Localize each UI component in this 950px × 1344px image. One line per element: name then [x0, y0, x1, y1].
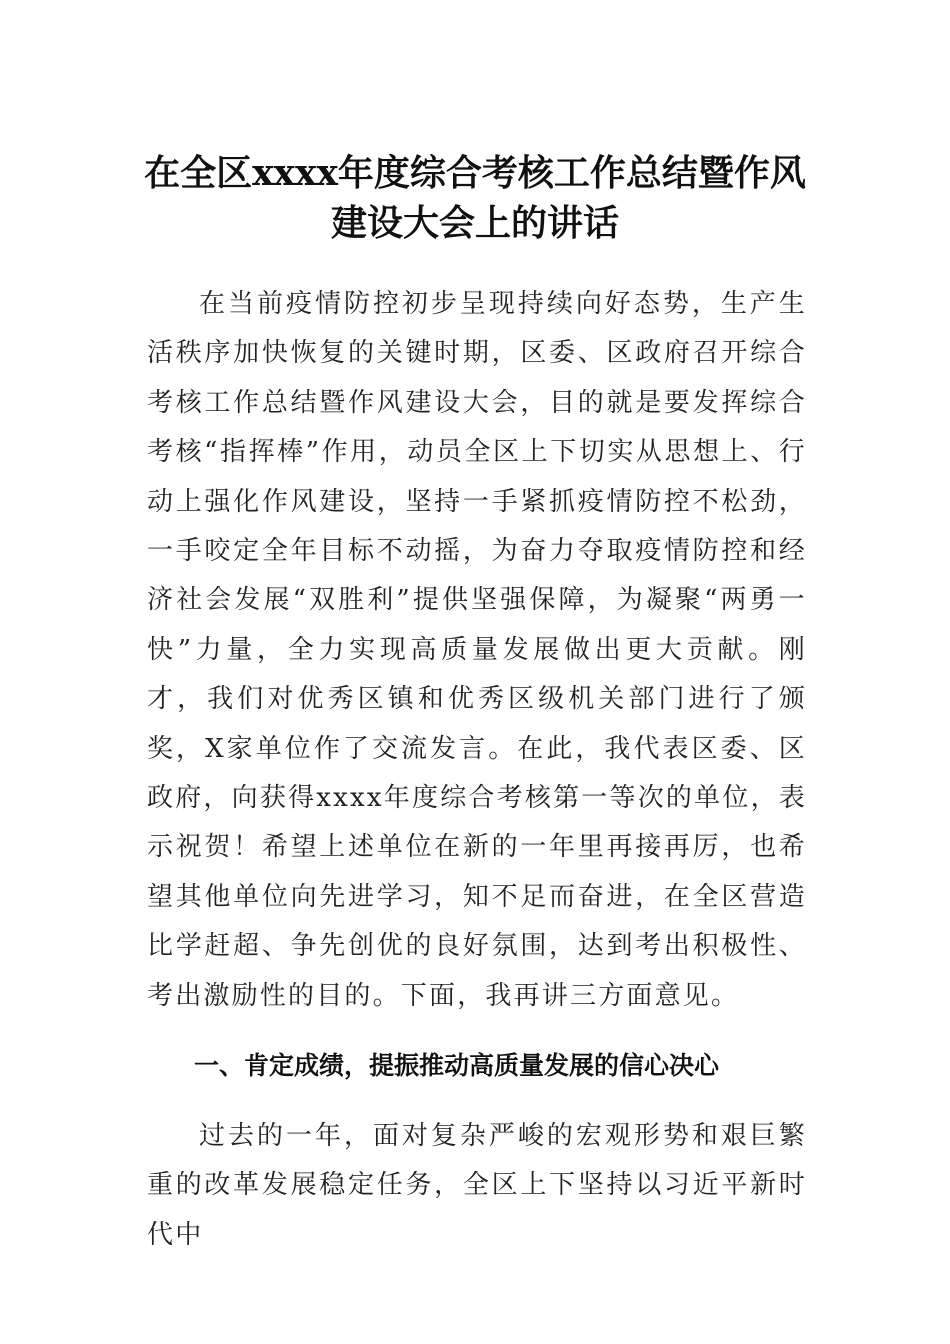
section-heading-1: 一、肯定成绩，提振推动高质量发展的信心决心 [194, 1051, 720, 1080]
title-line-2: 建设大会上的讲话 [330, 202, 619, 244]
section-1-paragraph: 过去的一年，面对复杂严峻的宏观形势和艰巨繁重的改革发展稳定任务，全区上下坚持以习近平新时代中 [147, 1121, 807, 1250]
document-title [120, 148, 830, 248]
title-line-1: 在全区xxxx年度综合考核工作总结暨作风 [144, 152, 806, 194]
intro-paragraph: 在当前疫情防控初步呈现持续向好态势，生产生活秩序加快恢复的关键时期，区委、区政府召开综合考核工作总结暨作风建设大会，目的就是要发挥综合考核“指挥棒”作用，动员全区上下切实从思想上、行动上强化作风建设，坚持一手紧抓疫情防控不松劲，一手咬定全年目标不动摇，为奋力夺取疫情防控和经济社会发展“双胜利”提供坚强保障，为凝聚“两勇一快”力量，全力实现高质量发展做出更大贡献。刚才，我们对优秀区镇和优秀区级机关部门进行了颁奖，X家单位作了交流发言。在此，我代表区委、区政府，向获得xxxx年度综合考核第一等次的单位，表示祝贺！希望上述单位在新的一年里再接再厉，也希望其他单位向先进学习，知不足而奋进，在全区营造比学赶超、争先创优的良好氛围，达到考出积极性、考出激励性的目的。下面，我再讲三方面意见。 [147, 289, 807, 1011]
